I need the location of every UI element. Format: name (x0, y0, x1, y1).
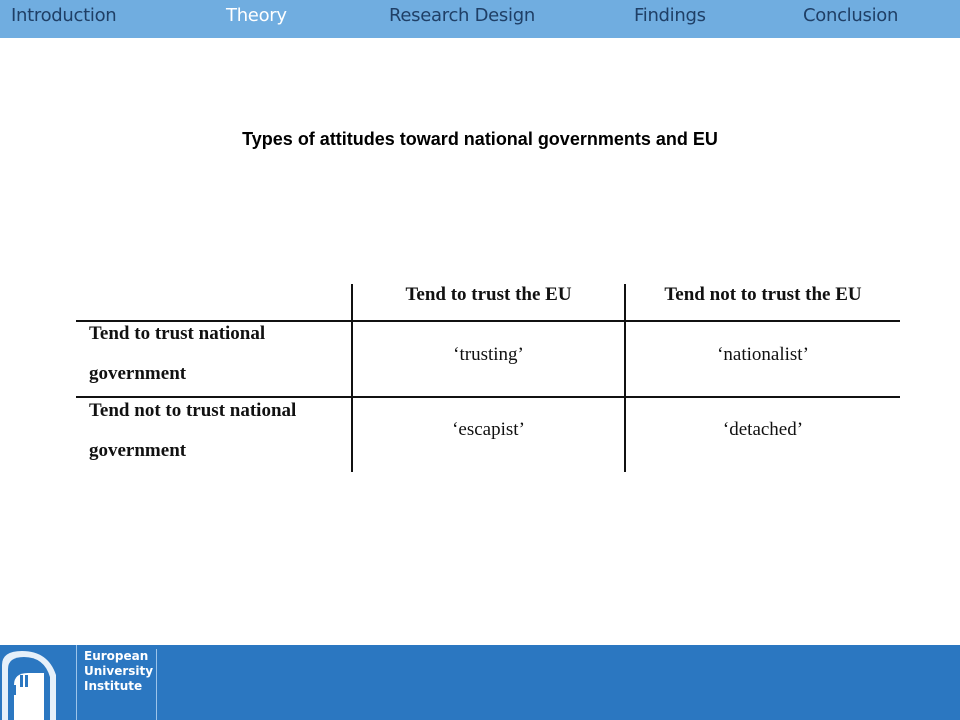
col-header-not-trust-eu: Tend not to trust the EU (664, 284, 862, 305)
logo-line: European (84, 649, 149, 663)
nav-conclusion[interactable]: Conclusion (803, 5, 899, 26)
nav-introduction[interactable]: Introduction (11, 5, 117, 26)
top-nav-bar (0, 0, 960, 38)
eui-logo-text (84, 649, 157, 720)
cell-nationalist: ‘nationalist’ (717, 344, 809, 365)
table-vline-2 (624, 284, 626, 472)
cell-trusting: ‘trusting’ (453, 344, 524, 365)
attitudes-table (76, 278, 900, 472)
nav-theory[interactable]: Theory (226, 5, 287, 26)
row-header-trust-national (89, 314, 265, 394)
eui-logo-icon (0, 645, 77, 720)
logo-line: University (84, 664, 154, 678)
cell-detached: ‘detached’ (722, 419, 804, 440)
slide-title: Types of attitudes toward national governments and EU (242, 129, 718, 149)
row-header-line: government (89, 440, 187, 461)
row-header-line: Tend not to trust national (89, 400, 297, 421)
door-icon (0, 645, 76, 720)
nav-findings[interactable]: Findings (634, 5, 706, 26)
nav-research-design[interactable]: Research Design (389, 5, 535, 26)
col-header-trust-eu: Tend to trust the EU (405, 284, 572, 305)
footer-bar (0, 645, 960, 720)
row-header-line: Tend to trust national (89, 323, 266, 344)
cell-escapist: ‘escapist’ (452, 419, 525, 440)
row-header-line: government (89, 363, 187, 384)
logo-line: Institute (84, 679, 143, 693)
row-header-not-trust-national (89, 391, 296, 471)
table-vline-1 (351, 284, 353, 472)
